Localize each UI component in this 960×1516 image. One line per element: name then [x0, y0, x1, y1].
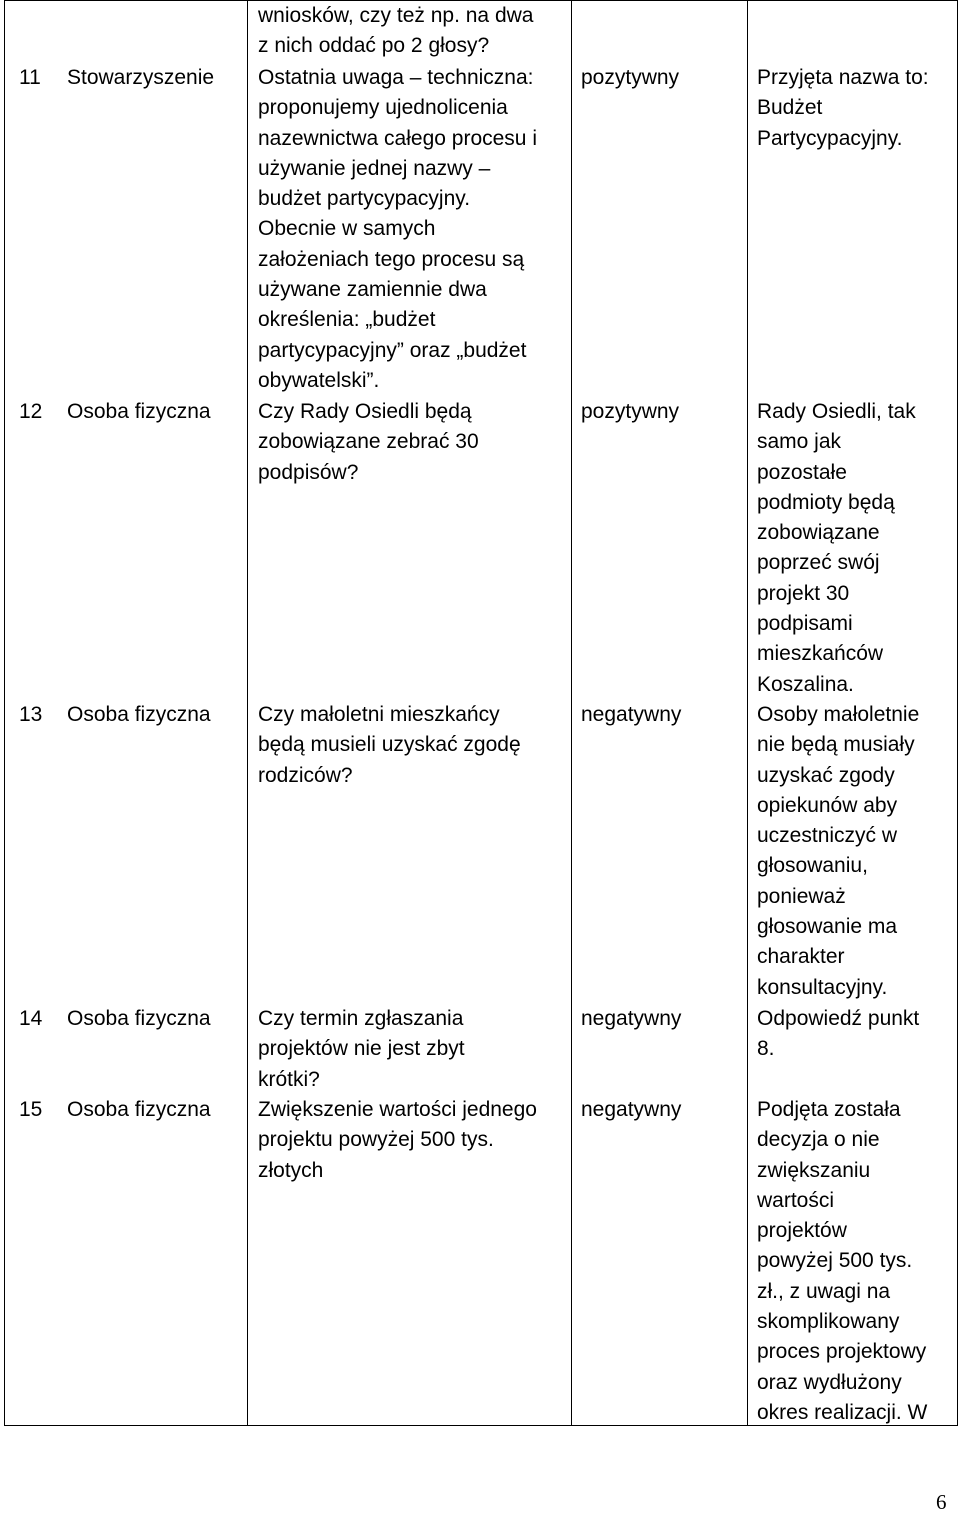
question-cell [258, 1, 533, 62]
column-divider [571, 1, 572, 1425]
submitter-cell: Osoba fizyczna [67, 1007, 211, 1030]
answer-cell [757, 1095, 927, 1428]
status-cell: pozytywny [581, 400, 680, 423]
text-line: okres realizacji. W [757, 1400, 928, 1424]
submitter-cell: Stowarzyszenie [67, 66, 215, 89]
text-line: zł., z uwagi na [757, 1279, 891, 1303]
text-line: wartości [757, 1188, 835, 1212]
text-line: uczestniczyć w [757, 824, 898, 848]
text-line: Rady Osiedli, tak [757, 400, 916, 423]
question-cell [258, 700, 521, 791]
text-line: używanie jednej nazwy – [258, 156, 491, 180]
text-line: powyżej 500 tys. [757, 1249, 913, 1273]
text-line: obywatelski”. [258, 368, 380, 392]
text-line: podpisów? [258, 460, 359, 484]
text-line: mieszkańców [757, 642, 884, 666]
text-line: krótki? [258, 1067, 320, 1091]
text-line: projektu powyżej 500 tys. [258, 1128, 494, 1152]
text-line: konsultacyjny. [757, 975, 888, 999]
text-line: partycypacyjny” oraz „budżet [258, 338, 527, 362]
text-line: poprzeć swój [757, 551, 880, 575]
answer-cell [757, 700, 919, 1003]
status-cell: negatywny [581, 703, 682, 726]
text-line: Koszalina. [757, 672, 854, 696]
text-line: Budżet [757, 96, 823, 120]
text-line: Ostatnia uwaga – techniczna: [258, 66, 534, 89]
row-number: 15 [19, 1098, 43, 1121]
text-line: Czy Rady Osiedli będą [258, 400, 472, 423]
text-line: uzyskać zgody [757, 763, 895, 787]
text-line: Podjęta została [757, 1098, 901, 1121]
text-line: pozostałe [757, 460, 847, 484]
text-line: podpisami [757, 612, 853, 636]
text-line: podmioty będą [757, 490, 895, 514]
question-cell [258, 397, 479, 488]
text-line: złotych [258, 1158, 324, 1182]
page-number: 6 [936, 1490, 947, 1514]
text-line: nie będą musiały [757, 733, 915, 757]
text-line: będą musieli uzyskać zgodę [258, 733, 521, 757]
text-line: głosowaniu, [757, 854, 868, 878]
text-line: projektów nie jest zbyt [258, 1037, 465, 1061]
text-line: Czy małoletni mieszkańcy [258, 703, 500, 726]
text-line: budżet partycypacyjny. [258, 187, 471, 211]
text-line: określenia: „budżet [258, 308, 436, 332]
text-line: proces projektowy [757, 1340, 927, 1364]
text-line: założeniach tego procesu są [258, 247, 525, 271]
text-line: nazewnictwa całego procesu i [258, 126, 537, 150]
text-line: rodziców? [258, 763, 353, 787]
text-line: zobowiązane [757, 521, 880, 545]
text-line: projektów [757, 1219, 847, 1243]
column-divider [747, 1, 748, 1425]
text-line: z nich oddać po 2 głosy? [258, 34, 490, 58]
row-number: 11 [19, 66, 41, 89]
text-line: Przyjęta nazwa to: [757, 66, 929, 89]
status-cell: pozytywny [581, 66, 680, 89]
text-line: Zwiększenie wartości jednego [258, 1098, 537, 1121]
column-divider [247, 1, 248, 1425]
text-line: Partycypacyjny. [757, 126, 903, 150]
text-line: Obecnie w samych [258, 217, 436, 241]
status-cell: negatywny [581, 1098, 682, 1121]
text-line: 8. [757, 1037, 775, 1061]
answer-cell [757, 1004, 919, 1065]
submitter-cell: Osoba fizyczna [67, 703, 211, 726]
text-line: ponieważ [757, 884, 846, 908]
text-line: samo jak [757, 430, 842, 454]
question-cell [258, 63, 537, 396]
text-line: zwiększaniu [757, 1158, 871, 1182]
text-line: używane zamiennie dwa [258, 278, 487, 302]
answer-cell [757, 63, 929, 154]
submitter-cell: Osoba fizyczna [67, 1098, 211, 1121]
answer-cell [757, 397, 916, 700]
text-line: projekt 30 [757, 581, 850, 605]
text-line: głosowanie ma [757, 915, 898, 939]
status-cell: negatywny [581, 1007, 682, 1030]
text-line: proponujemy ujednolicenia [258, 96, 508, 120]
row-number: 12 [19, 400, 43, 423]
text-line: opiekunów aby [757, 793, 898, 817]
submitter-cell: Osoba fizyczna [67, 400, 211, 423]
question-cell [258, 1004, 465, 1095]
text-line: Czy termin zgłaszania [258, 1007, 464, 1030]
text-line: charakter [757, 945, 845, 969]
text-line: decyzja o nie [757, 1128, 880, 1152]
consultation-table [4, 0, 958, 1426]
text-line: wniosków, czy też np. na dwa [258, 4, 534, 27]
question-cell [258, 1095, 537, 1186]
row-number: 14 [19, 1007, 43, 1030]
row-number: 13 [19, 703, 43, 726]
text-line: skomplikowany [757, 1310, 900, 1334]
text-line: zobowiązane zebrać 30 [258, 430, 479, 454]
text-line: Odpowiedź punkt [757, 1007, 920, 1030]
text-line: Osoby małoletnie [757, 703, 920, 726]
text-line: oraz wydłużony [757, 1370, 902, 1394]
